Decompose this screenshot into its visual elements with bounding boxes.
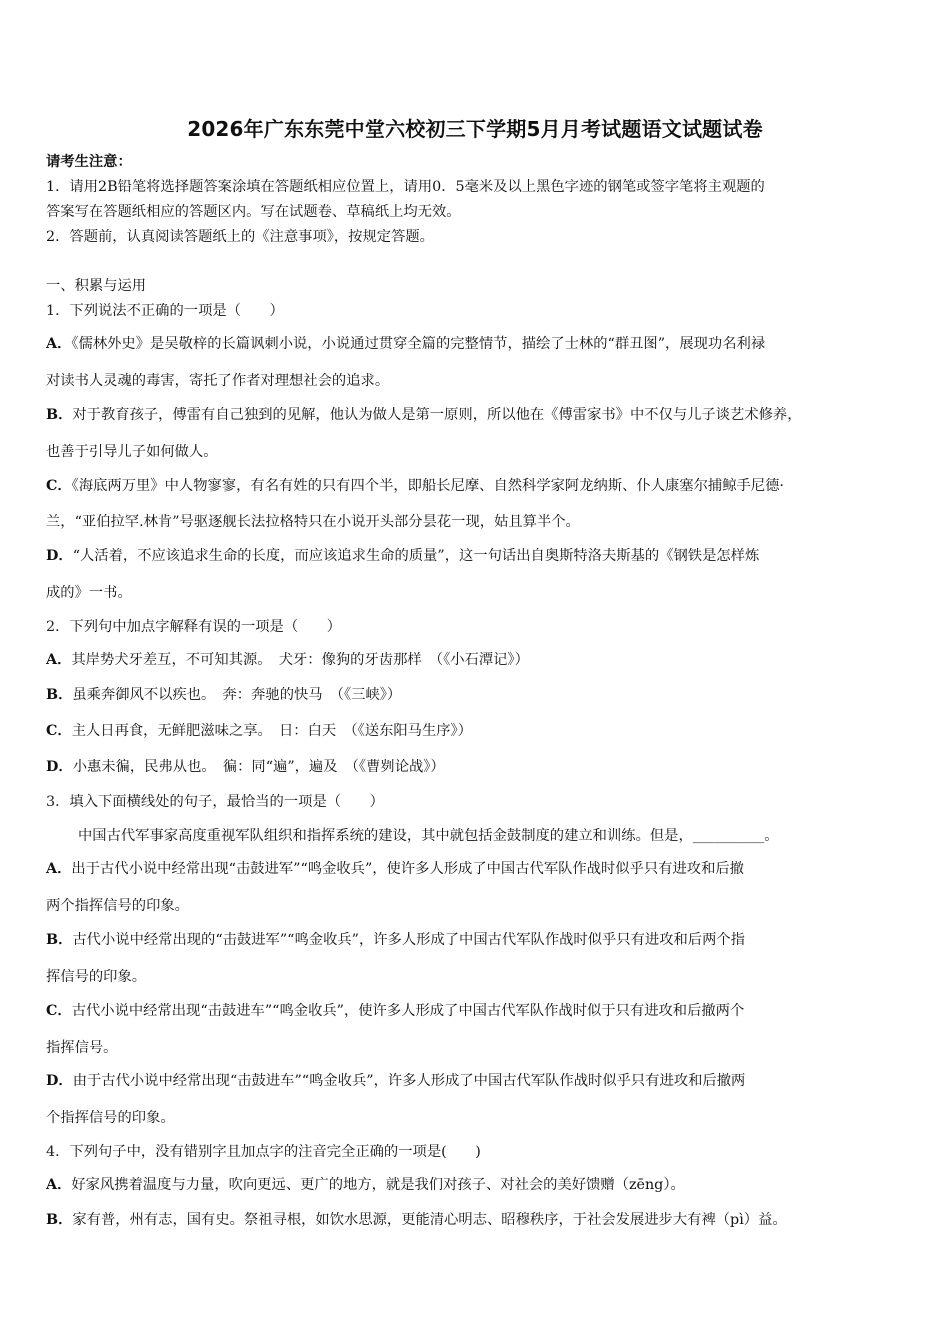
question-text: 下列句中加点字解释有误的一项是（ ）: [69, 619, 342, 635]
option-text: 好家风携着温度与力量，吹向更远、更广的地方，就是我们对孩子、对社会的美好馈赠（zēng）。: [71, 1177, 685, 1193]
option-label: A．: [46, 336, 72, 352]
question-4-option-b: [46, 1210, 787, 1230]
question-text: 下列句子中，没有错别字且加点字的注音完全正确的一项是( ): [69, 1144, 481, 1160]
option-label: C．: [46, 1003, 72, 1019]
option-text: 古代小说中经常出现的“击鼓进军”“鸣金收兵”，许多人形成了中国古代军队作战时似乎只有进攻和后两个指: [72, 932, 745, 948]
option-continuation: 指挥信号。: [46, 1040, 118, 1056]
option-text: 《儒林外史》是吴敬梓的长篇讽刺小说，小说通过贯穿全篇的完整情节，描绘了士林的“群丑图”，展现功名利禄: [71, 336, 766, 352]
question-2-stem: [46, 617, 341, 637]
question-4-stem: [46, 1142, 481, 1162]
option-label: D．: [46, 548, 73, 564]
question-2-option-d: [46, 757, 445, 777]
option-text: 家有普，州有志，国有史。祭祖寻根，如饮水思源，更能清心明志、昭穆秩序，于社会发展进步大有裨（pì）益。: [72, 1212, 787, 1228]
option-label: D．: [46, 759, 73, 775]
question-3-option-d: [46, 1071, 745, 1091]
question-number: 3．: [46, 794, 70, 810]
option-label: C．: [46, 723, 72, 739]
option-text: 虽乘奔御风不以疾也。 奔：奔驰的快马 （《三峡》）: [72, 687, 402, 703]
option-label: A．: [46, 652, 72, 668]
question-number: 2．: [46, 619, 70, 635]
option-continuation: 挥信号的印象。: [46, 969, 147, 985]
option-continuation: 个指挥信号的印象。: [46, 1110, 175, 1126]
question-text: 填入下面横线处的句子，最恰当的一项是（ ）: [69, 794, 384, 810]
option-label: B．: [46, 687, 73, 703]
question-3-option-a: [46, 859, 744, 879]
question-2-option-c: [46, 721, 472, 741]
option-text: 其岸势犬牙差互，不可知其源。 犬牙：像狗的牙齿那样 （《小石潭记》）: [71, 652, 529, 668]
option-label: B．: [46, 932, 73, 948]
question-3-option-c: [46, 1001, 744, 1021]
option-text: “人活着，不应该追求生命的长度，而应该追求生命的质量”，这一句话出自奥斯特洛夫斯基的《钢铁是怎样炼: [72, 548, 760, 564]
option-text: 小惠未徧，民弗从也。 徧：同“遍”，遍及 （《曹刿论战》）: [72, 759, 445, 775]
question-number: 4．: [46, 1144, 70, 1160]
section-heading: 一、积累与运用: [46, 278, 147, 294]
question-1-stem: [46, 301, 284, 321]
notice-line: 1．请用2B铅笔将选择题答案涂填在答题纸相应位置上，请用0．5毫米及以上黑色字迹的钢笔或签字笔将主观题的: [46, 179, 765, 195]
option-label: B．: [46, 1212, 73, 1228]
question-text: 下列说法不正确的一项是（ ）: [69, 303, 284, 319]
question-4-option-a: [46, 1175, 685, 1195]
question-1-option-b: [46, 405, 802, 425]
notice-line: 2．答题前，认真阅读答题纸上的《注意事项》，按规定答题。: [46, 229, 434, 245]
option-text: 出于古代小说中经常出现“击鼓进军”“鸣金收兵”，使许多人形成了中国古代军队作战时似乎只有进攻和后撤: [71, 861, 744, 877]
option-continuation: 对读书人灵魂的毒害，寄托了作者对理想社会的追求。: [46, 373, 390, 389]
option-label: C．: [46, 478, 72, 494]
notice-heading: 请考生注意：: [46, 154, 132, 170]
option-label: D．: [46, 1073, 73, 1089]
question-2-option-b: [46, 685, 401, 705]
option-label: B．: [46, 407, 73, 423]
option-continuation: 兰，“亚伯拉罕.林肯”号驱逐舰长法拉格特只在小说开头部分昙花一现，姑且算半个。: [46, 514, 580, 530]
option-text: 《海底两万里》中人物寥寥，有名有姓的只有四个半，即船长尼摩、自然科学家阿龙纳斯、仆人康塞尔捕鲸手尼德·: [71, 478, 784, 494]
question-number: 1．: [46, 303, 70, 319]
question-3-option-b: [46, 930, 745, 950]
question-3-stem: [46, 792, 384, 812]
option-continuation: 也善于引导儿子如何做人。: [46, 444, 218, 460]
question-2-option-a: [46, 650, 529, 670]
notice-line: 答案写在答题纸相应的答题区内。写在试题卷、草稿纸上均无效。: [46, 204, 461, 220]
option-text: 主人日再食，无鲜肥滋味之享。 日：白天 （《送东阳马生序》）: [71, 723, 472, 739]
option-label: A．: [46, 1177, 72, 1193]
option-continuation: 成的》一书。: [46, 585, 132, 601]
page-title: 2026年广东东莞中堂六校初三下学期5月月考试题语文试题试卷: [187, 117, 763, 141]
option-text: 由于古代小说中经常出现“击鼓进车”“鸣金收兵”，许多人形成了中国古代军队作战时似乎只有进攻和后撤两: [72, 1073, 746, 1089]
option-label: A．: [46, 861, 72, 877]
question-1-option-c: [46, 476, 784, 496]
option-continuation: 两个指挥信号的印象。: [46, 898, 189, 914]
option-text: 古代小说中经常出现“击鼓进车”“鸣金收兵”，使许多人形成了中国古代军队作战时似于只有进攻和后撤两个: [71, 1003, 745, 1019]
question-1-option-d: [46, 546, 759, 566]
question-3-passage: 中国古代军事家高度重视军队组织和指挥系统的建设，其中就包括金鼓制度的建立和训练。但是，__________。: [78, 828, 779, 844]
option-text: 对于教育孩子，傅雷有自己独到的见解，他认为做人是第一原则，所以他在《傅雷家书》中不仅与儿子谈艺术修养，: [72, 407, 802, 423]
question-1-option-a: [46, 334, 765, 354]
